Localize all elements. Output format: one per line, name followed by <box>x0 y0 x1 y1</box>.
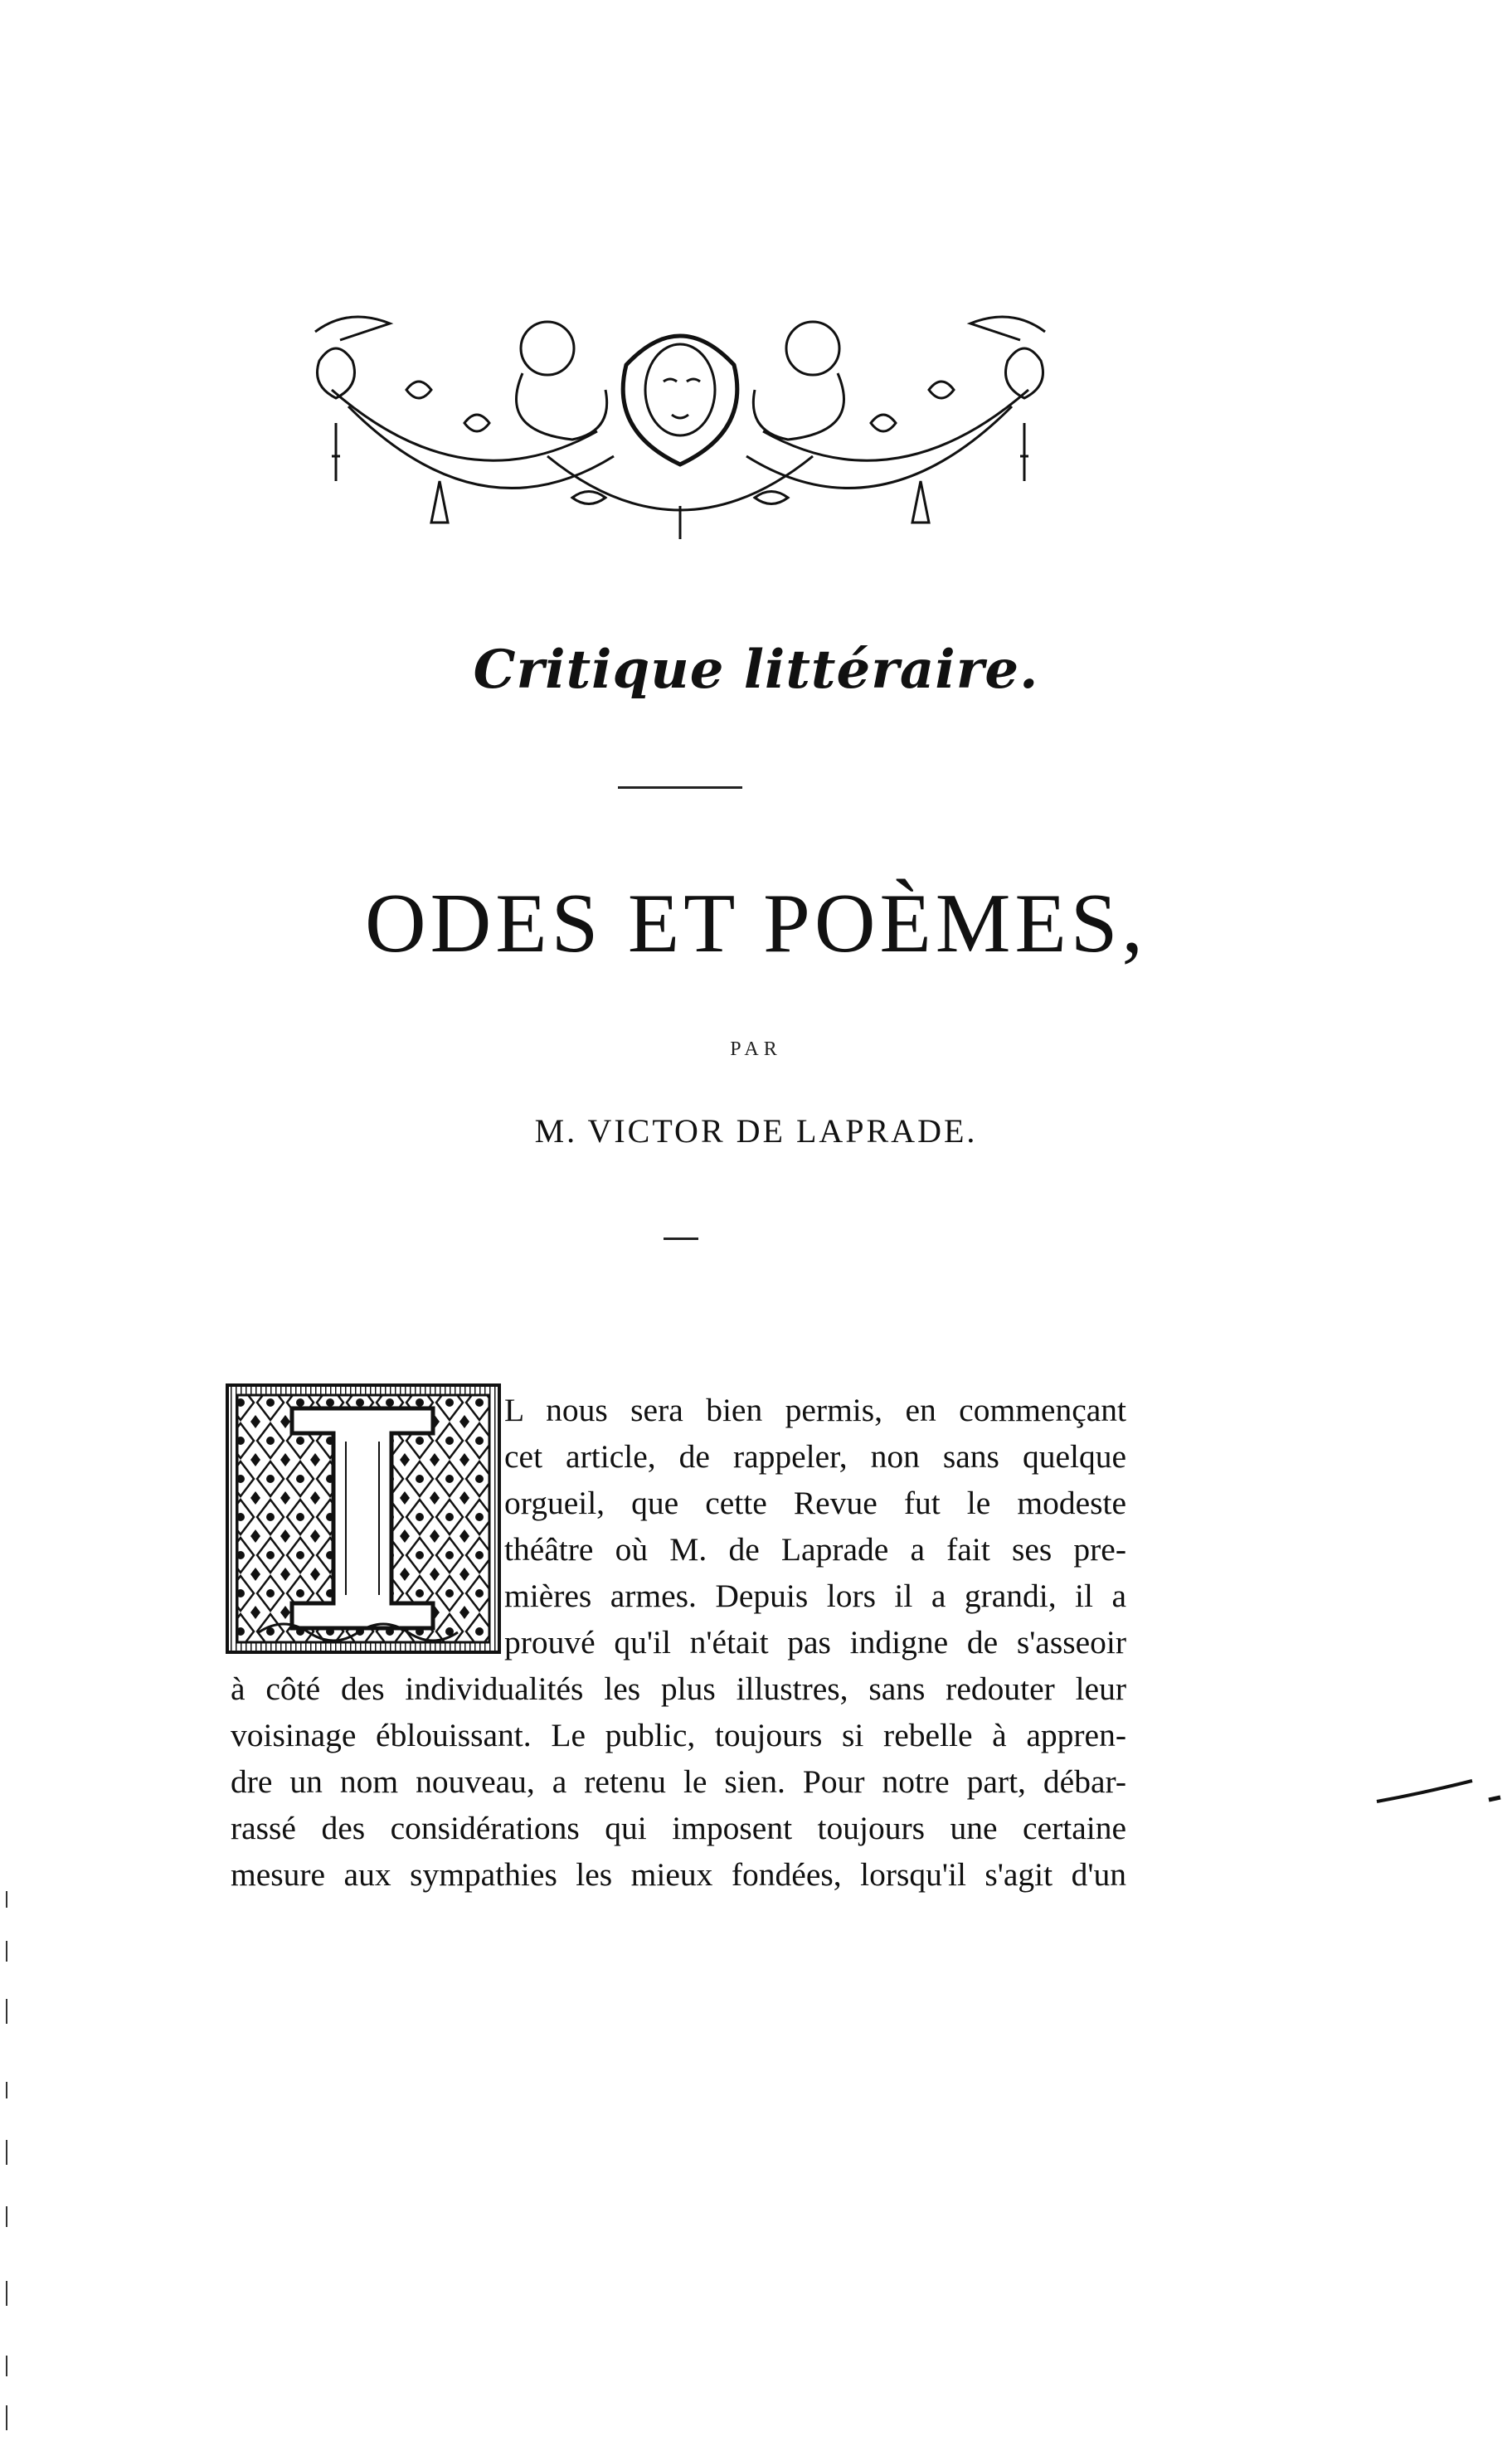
decorative-headpiece-ornament <box>299 290 1062 564</box>
margin-pen-mark <box>1373 1777 1505 1810</box>
short-divider-rule <box>664 1238 698 1240</box>
divider-rule <box>618 786 742 789</box>
paragraph-line: mières armes. Depuis lors il a grandi, il a <box>504 1578 1126 1614</box>
paragraph-line: théâtre où M. de Laprade a fait ses pre- <box>504 1531 1126 1568</box>
paragraph-line: orgueil, que cette Revue fut le modeste <box>504 1485 1126 1521</box>
scan-edge-marks <box>0 1891 17 2439</box>
paragraph-line: mesure aux sympathies les mieux fondées, lorsqu'il s'agit d'un <box>231 1856 1126 1893</box>
paragraph-line: prouvé qu'il n'était pas indigne de s'asseoir <box>504 1624 1126 1661</box>
paragraph-line: voisinage éblouissant. Le public, toujours si rebelle à appren- <box>231 1717 1126 1753</box>
article-paragraph <box>231 1387 1126 1898</box>
paragraph-line: cet article, de rappeler, non sans quelque <box>504 1438 1126 1475</box>
paragraph-line: rassé des considérations qui imposent toujours une certaine <box>231 1810 1126 1846</box>
page-title: ODES ET POÈMES, <box>364 877 1148 970</box>
author-name: M. VICTOR DE LAPRADE. <box>534 1112 978 1150</box>
paragraph-line: L nous sera bien permis, en commençant <box>504 1392 1126 1428</box>
byline-par: PAR <box>730 1038 782 1060</box>
paragraph-line: dre un nom nouveau, a retenu le sien. Pour notre part, débar- <box>231 1763 1126 1800</box>
paragraph-line: à côté des individualités les plus illustres, sans redouter leur <box>231 1670 1126 1707</box>
section-heading: Critique littéraire. <box>473 639 1039 701</box>
